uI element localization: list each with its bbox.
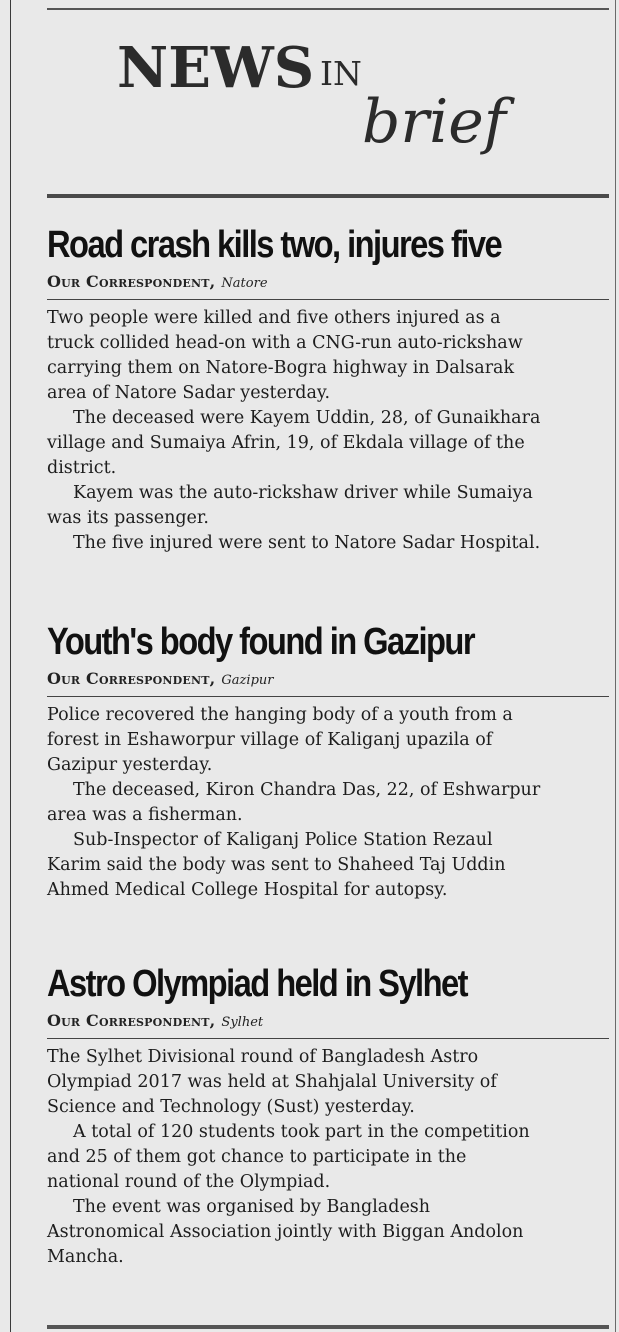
page-border-left	[10, 0, 11, 1332]
article-headline: Astro Olympiad held in Sylhet	[47, 963, 467, 1005]
body-line: national round of the Olympiad.	[47, 1172, 331, 1192]
article-road-crash	[47, 222, 609, 556]
byline-rule	[47, 299, 609, 300]
body-line: The deceased, Kiron Chandra Das, 22, of Eshwarpur	[73, 780, 541, 800]
article-byline	[47, 1011, 609, 1031]
body-line: Karim said the body was sent to Shaheed Taj Uddin	[47, 855, 506, 875]
body-line: carrying them on Natore-Bogra highway in Dalsarak	[47, 358, 515, 378]
body-line: Astronomical Association jointly with Biggan Andolon	[47, 1222, 524, 1242]
byline-correspondent: Our Correspondent,	[47, 272, 216, 291]
byline-rule	[47, 1038, 609, 1039]
body-line: was its passenger.	[47, 508, 209, 528]
article-body	[47, 306, 609, 556]
body-line: Olympiad 2017 was held at Shahjalal University of	[47, 1072, 497, 1092]
masthead-news: NEWS	[117, 35, 315, 101]
article-body	[47, 1045, 609, 1270]
page-border-right	[615, 0, 616, 1332]
body-line: The five injured were sent to Natore Sadar Hospital.	[73, 533, 541, 553]
masthead-rule	[47, 194, 609, 198]
byline-place: Natore	[221, 276, 268, 291]
byline-correspondent: Our Correspondent,	[47, 669, 216, 688]
byline-place: Gazipur	[221, 673, 274, 688]
body-line: Sub-Inspector of Kaliganj Police Station Rezaul	[73, 830, 493, 850]
body-line: Mancha.	[47, 1247, 124, 1267]
body-line: village and Sumaiya Afrin, 19, of Ekdala village of the	[47, 433, 525, 453]
body-line: A total of 120 students took part in the competition	[73, 1122, 530, 1142]
body-line: The Sylhet Divisional round of Bangladesh Astro	[47, 1047, 479, 1067]
body-line: Police recovered the hanging body of a youth from a	[47, 705, 513, 725]
body-line: and 25 of them got chance to participate in the	[47, 1147, 467, 1167]
masthead-in: IN	[320, 54, 362, 93]
byline-rule	[47, 696, 609, 697]
body-line: Two people were killed and five others injured as a	[47, 308, 501, 328]
body-line: The deceased were Kayem Uddin, 28, of Gunaikhara	[73, 408, 541, 428]
article-youth-body	[47, 619, 609, 903]
article-astro-olympiad	[47, 961, 609, 1270]
article-body	[47, 703, 609, 903]
body-line: truck collided head-on with a CNG-run auto-rickshaw	[47, 333, 523, 353]
body-line: forest in Eshaworpur village of Kaliganj upazila of	[47, 730, 493, 750]
article-headline: Youth's body found in Gazipur	[47, 621, 475, 663]
article-byline	[47, 272, 609, 292]
body-line: area was a fisherman.	[47, 805, 243, 825]
byline-place: Sylhet	[221, 1015, 264, 1030]
body-line: Ahmed Medical College Hospital for autopsy.	[47, 880, 448, 900]
masthead-brief: brief	[362, 87, 506, 157]
body-line: The event was organised by Bangladesh	[73, 1197, 431, 1217]
body-line: Gazipur yesterday.	[47, 755, 213, 775]
body-line: Kayem was the auto-rickshaw driver while Sumaiya	[73, 483, 533, 503]
body-line: area of Natore Sadar yesterday.	[47, 383, 331, 403]
body-line: Science and Technology (Sust) yesterday.	[47, 1097, 415, 1117]
masthead	[47, 10, 609, 195]
body-line: district.	[47, 458, 117, 478]
bottom-rule	[47, 1325, 609, 1329]
byline-correspondent: Our Correspondent,	[47, 1011, 216, 1030]
article-byline	[47, 669, 609, 689]
article-headline: Road crash kills two, injures five	[47, 224, 502, 266]
